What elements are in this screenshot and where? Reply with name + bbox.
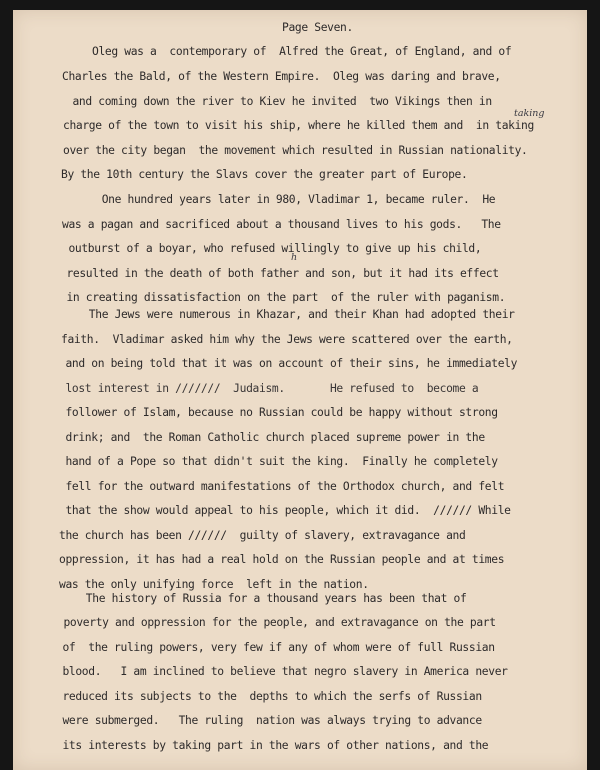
text-line-17: drink; and the Roman Catholic church placed supreme power in the: [59, 431, 485, 444]
text-line-24: The history of Russia for a thousand years has been that of: [60, 592, 467, 605]
text-line-28: reduced its subjects to the depths to which the serfs of Russian: [56, 690, 482, 703]
text-line-4: charge of the town to visit his ship, where he killed them and in taking: [63, 119, 534, 132]
text-line-27: blood. I am inclined to believe that negro slavery in America never: [56, 665, 508, 678]
text-line-30: its interests by taking part in the wars of other nations, and the: [56, 739, 489, 752]
text-line-12: The Jews were numerous in Khazar, and their Khan had adopted their: [63, 308, 515, 321]
handwritten-caret-h: h: [291, 252, 298, 263]
text-line-9: outburst of a boyar, who refused willingly to give up his child,: [62, 242, 482, 255]
text-line-11: in creating dissatisfaction on the part of the ruler with paganism.: [60, 291, 506, 304]
text-line-14: and on being told that it was on account of their sins, he immediately: [59, 357, 518, 370]
text-line-25: poverty and oppression for the people, and extravagance on the part: [57, 616, 496, 629]
text-line-16: follower of Islam, because no Russian could be happy without strong: [59, 406, 498, 419]
text-line-15: lost interest in /////// Judaism. He refused to become a: [59, 382, 479, 395]
text-line-8: was a pagan and sacrificed about a thousand lives to his gods. The: [62, 218, 501, 231]
handwritten-correction-taking: taking: [514, 108, 545, 119]
text-line-22: oppression, it has had a real hold on the Russian people and at times: [59, 553, 505, 566]
text-line-20: that the show would appeal to his people, which it did. ////// While: [59, 504, 511, 517]
text-line-19: fell for the outward manifestations of the Orthodox church, and felt: [59, 480, 505, 493]
text-line-29: were submerged. The ruling nation was always trying to advance: [56, 714, 482, 727]
page-title: Page Seven.: [282, 21, 353, 34]
text-line-21: the church has been ////// guilty of slavery, extravagance and: [59, 529, 466, 542]
text-line-18: hand of a Pope so that didn't suit the king. Finally he completely: [59, 455, 498, 468]
text-line-7: One hundred years later in 980, Vladimar 1, became ruler. He: [63, 193, 496, 206]
text-line-23: was the only unifying force left in the nation.: [59, 578, 369, 591]
text-line-26: of the ruling powers, very few if any of whom were of full Russian: [56, 641, 495, 654]
text-line-2: Charles the Bald, of the Western Empire. Oleg was daring and brave,: [62, 70, 501, 83]
text-line-13: faith. Vladimar asked him why the Jews were scattered over the earth,: [61, 333, 513, 346]
text-line-10: resulted in the death of both father and son, but it had its effect: [60, 267, 499, 280]
text-line-5: over the city began the movement which resulted in Russian nationality.: [63, 144, 528, 157]
text-line-1: Oleg was a contemporary of Alfred the Great, of England, and of: [92, 45, 512, 58]
text-line-3: and coming down the river to Kiev he invited two Vikings then in: [66, 95, 492, 108]
text-line-6: By the 10th century the Slavs cover the greater part of Europe.: [61, 168, 468, 181]
